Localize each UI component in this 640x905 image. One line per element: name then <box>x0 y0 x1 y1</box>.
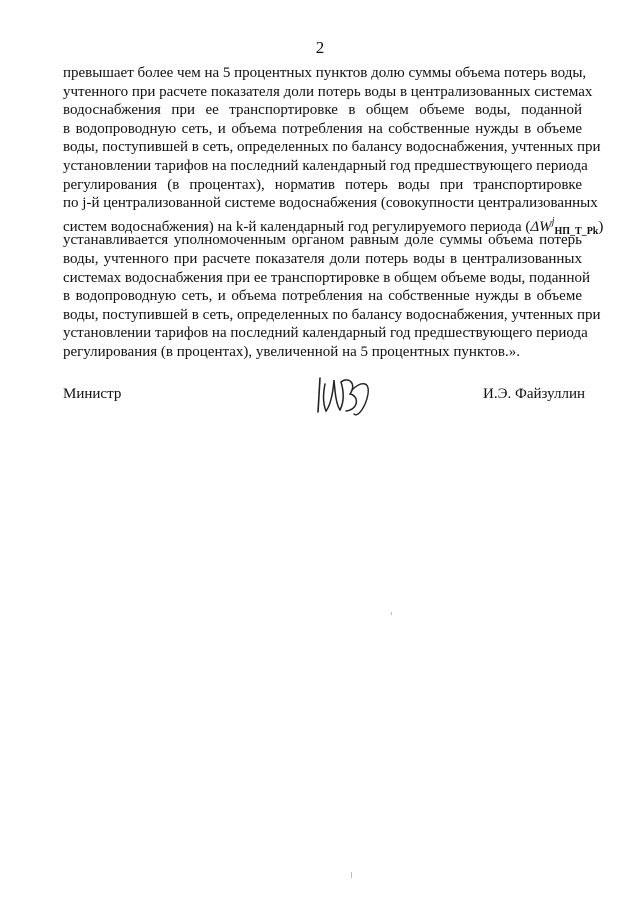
body-line-last: регулирования (в процентах), увеличенной на 5 процентных пунктов.». <box>63 343 520 360</box>
body-line: системах водоснабжения при ее транспортировке в общем объеме воды, поданной <box>63 269 591 286</box>
scan-speck <box>391 612 392 615</box>
body-line: воды, поступившей в сеть, определенных по балансу водоснабжения, учтенных при <box>63 306 601 323</box>
handwritten-signature <box>314 364 376 420</box>
body-line: в водопроводную сеть, и объема потребления на собственные нужды в объеме <box>63 120 582 137</box>
minister-title: Министр <box>63 386 122 402</box>
body-line: устанавливается уполномоченным органом равным доле суммы объема потерь <box>63 232 582 249</box>
body-line: регулирования (в процентах), норматив потерь воды при транспортировке <box>63 176 582 193</box>
formula-line-text: систем водоснабжения) на k-й календарный год регулируемого периода ( <box>63 218 531 235</box>
body-line: по j-й централизованной системе водоснабжения (совокупности централизованных <box>63 195 598 212</box>
formula-line-close: ) <box>598 218 604 235</box>
body-line: установлении тарифов на последний календарный год предшествующего периода <box>63 157 588 174</box>
scan-speck <box>351 872 352 878</box>
body-line: воды, учтенного при расчете показателя доли потерь воды в централизованных <box>63 250 582 267</box>
body-line: превышает более чем на 5 процентных пунктов долю суммы объема потерь воды, <box>63 65 587 81</box>
minister-name: И.Э. Файзуллин <box>483 386 585 402</box>
body-line: воды, поступившей в сеть, определенных по балансу водоснабжения, учтенных при <box>63 139 601 156</box>
body-line: водоснабжения при ее транспортировке в общем объеме воды, поданной <box>63 102 582 119</box>
formula-main: ΔW <box>530 218 552 235</box>
formula-subscript: НП_Т_Рk <box>554 225 599 237</box>
formula-superscript: j <box>551 215 555 227</box>
page-number: 2 <box>315 38 325 57</box>
formula-line <box>63 213 604 237</box>
body-line: учтенного при расчете показателя доли потерь воды в централизованных системах <box>63 83 593 100</box>
body-line: установлении тарифов на последний календарный год предшествующего периода <box>63 325 588 342</box>
body-text <box>63 64 604 362</box>
body-line: в водопроводную сеть, и объема потребления на собственные нужды в объеме <box>63 288 582 305</box>
